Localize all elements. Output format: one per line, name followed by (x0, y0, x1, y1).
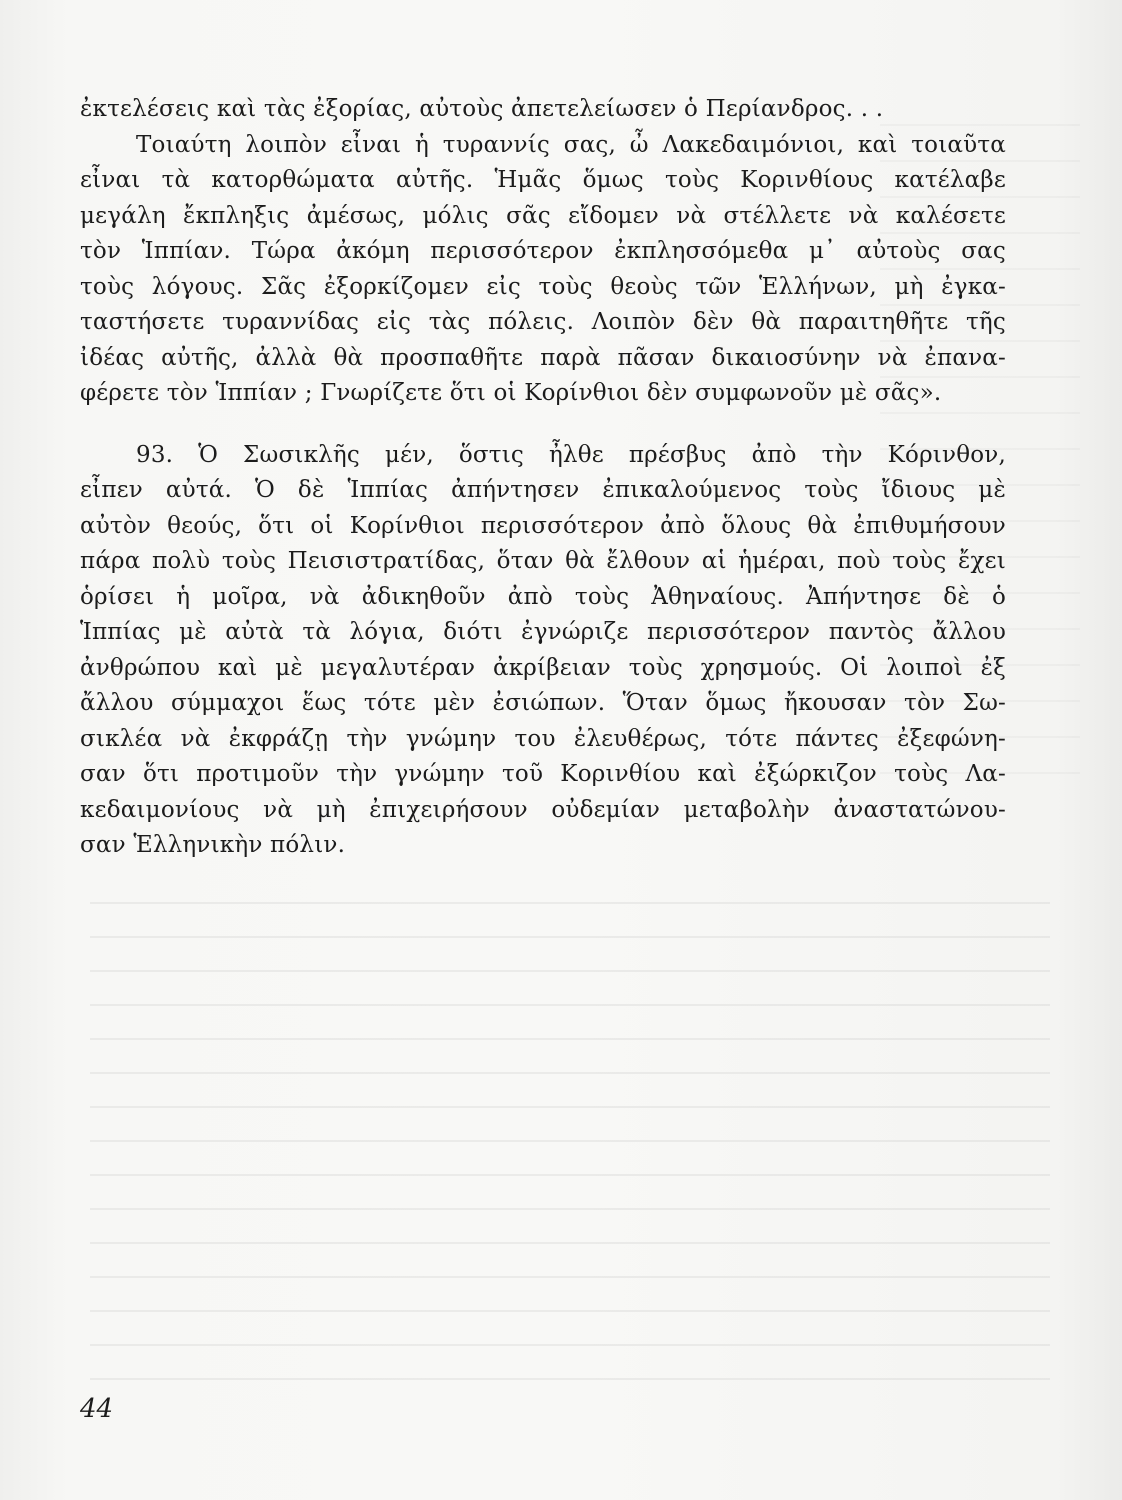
text-line: αὐτὸν θεούς, ὅτι οἱ Κορίνθιοι περισσότερον ἀπὸ ὅλους θὰ ἐπιθυμήσουν (80, 512, 1006, 539)
text-line: κεδαιμονίους νὰ μὴ ἐπιχειρήσουν οὐδεμίαν μεταβολὴν ἀναστατώνου- (80, 796, 1006, 823)
text-line: Τοιαύτη λοιπὸν εἶναι ἡ τυραννίς σας, ὦ Λακεδαιμόνιοι, καὶ τοιαῦτα (136, 131, 1006, 158)
text-line: ὁρίσει ἡ μοῖρα, νὰ ἀδικηθοῦν ἀπὸ τοὺς Ἀθηναίους. Ἀπήντησε δὲ ὁ (80, 583, 1006, 610)
text-line: ταστήσετε τυραννίδας εἰς τὰς πόλεις. Λοιπὸν δὲν θὰ παραιτηθῆτε τῆς (80, 309, 1006, 335)
paragraph-gap (80, 412, 1006, 438)
text-line: εἶναι τὰ κατορθώματα αὐτῆς. Ἡμᾶς ὅμως τοὺς Κορινθίους κατέλαβε (80, 167, 1006, 193)
text-line: Ἱππίας μὲ αὐτὰ τὰ λόγια, διότι ἐγνώριζε περισσότερον παντὸς ἄλλου (80, 619, 1006, 645)
text-line: ἄλλου σύμμαχοι ἕως τότε μὲν ἐσιώπων. Ὅταν ὅμως ἤκουσαν τὸν Σω- (80, 690, 1006, 716)
text-line: ἀνθρώπου καὶ μὲ μεγαλυτέραν ἀκρίβειαν τοὺς χρησμούς. Οἱ λοιποὶ ἐξ (80, 654, 1006, 681)
paragraph-section-93 (80, 438, 1006, 864)
page-number: 44 (80, 1394, 114, 1424)
text-line: τὸν Ἱππίαν. Τώρα ἀκόμη περισσότερον ἐκπλησσόμεθα μ᾽ αὐτοὺς σας (80, 238, 1006, 264)
paragraph-continuation (80, 92, 1006, 128)
body-text (80, 92, 1006, 864)
text-line: σαν ὅτι προτιμοῦν τὴν γνώμην τοῦ Κορινθίου καὶ ἐξώρκιζον τοὺς Λα- (80, 761, 1006, 787)
text-line: ἐκτελέσεις καὶ τὰς ἐξορίας, αὐτοὺς ἀπετελείωσεν ὁ Περίανδρος. . . (80, 96, 884, 122)
text-line: μεγάλη ἔκπληξις ἀμέσως, μόλις σᾶς εἴδομεν νὰ στέλλετε νὰ καλέσετε (80, 202, 1006, 229)
text-line: σαν Ἑλληνικὴν πόλιν. (80, 832, 346, 858)
paragraph-speech-end (80, 128, 1006, 412)
text-line: φέρετε τὸν Ἱππίαν ; Γνωρίζετε ὅτι οἱ Κορίνθιοι δὲν συμφωνοῦν μὲ σᾶς». (80, 380, 942, 406)
text-line: εἶπεν αὐτά. Ὁ δὲ Ἱππίας ἀπήντησεν ἐπικαλούμενος τοὺς ἴδιους μὲ (80, 477, 1006, 503)
text-line: ἰδέας αὐτῆς, ἀλλὰ θὰ προσπαθῆτε παρὰ πᾶσαν δικαιοσύνην νὰ ἐπανα- (80, 344, 1006, 371)
text-line: σικλέα νὰ ἐκφράζῃ τὴν γνώμην του ἐλευθέρως, τότε πάντες ἐξεφώνη- (80, 725, 1006, 752)
show-through-lower (90, 880, 1050, 1400)
text-line: πάρα πολὺ τοὺς Πεισιστρατίδας, ὅταν θὰ ἔλθουν αἱ ἡμέραι, ποὺ τοὺς ἔχει (80, 548, 1006, 574)
text-line: 93. Ὁ Σωσικλῆς μέν, ὅστις ἦλθε πρέσβυς ἀπὸ τὴν Κόρινθον, (136, 441, 1006, 468)
text-line: τοὺς λόγους. Σᾶς ἐξορκίζομεν εἰς τοὺς θεοὺς τῶν Ἑλλήνων, μὴ ἐγκα- (80, 273, 1006, 300)
